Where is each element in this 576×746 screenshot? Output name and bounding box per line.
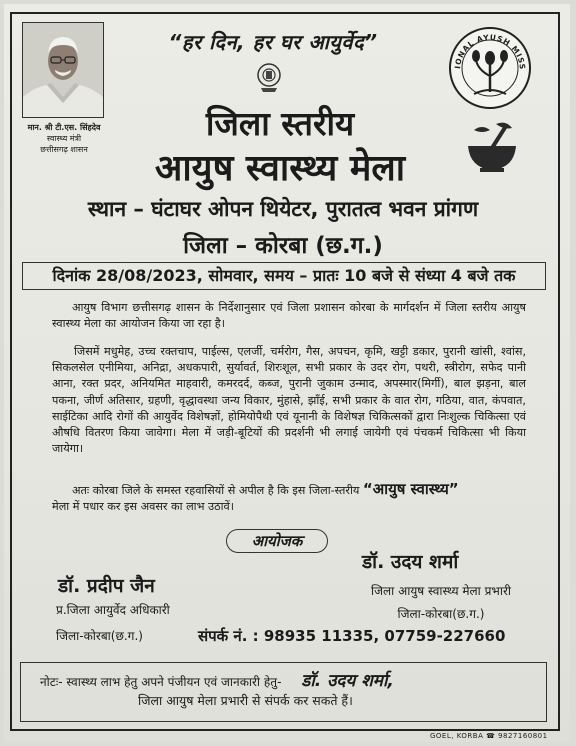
appeal-paragraph xyxy=(52,481,526,515)
minister-name: मान. श्री टी.एस. सिंहदेव xyxy=(27,123,101,132)
left-person-place: जिला-कोरबा(छ.ग.) xyxy=(56,629,143,643)
left-person-name: डॉ. प्रदीप जैन xyxy=(58,575,155,597)
contact-numbers: संपर्क नं. : 98935 11335, 07759-227660 xyxy=(198,627,506,645)
note-line-1 xyxy=(40,668,394,691)
note-line-2: जिला आयुष मेला प्रभारी से संपर्क कर सकते हैं। xyxy=(138,693,353,708)
right-person-details xyxy=(346,582,536,628)
note-text: नोटः- स्वास्थ्य लाभ हेतु अपने पंजीयन एवं जानकारी हेतु- xyxy=(40,675,282,689)
printer-credit: GOEL, KORBA ☎ 9827160801 xyxy=(430,732,548,740)
note-signature: डॉ. उदय शर्मा, xyxy=(301,671,394,691)
minister-photo xyxy=(22,22,104,118)
appeal-suffix: मेला में पधार कर इस अवसर का लाभ उठावें। xyxy=(52,500,234,514)
left-person-designation: प्र.जिला आयुर्वेद अधिकारी xyxy=(56,603,170,617)
appeal-highlight: “आयुष स्वास्थ्य” xyxy=(362,480,459,498)
logo-text: IONAL AYUSH MISS xyxy=(452,32,528,71)
mortar-pestle-icon xyxy=(462,118,522,174)
state-emblem-icon xyxy=(256,62,282,94)
title-line-1: जिला स्तरीय xyxy=(205,104,355,143)
national-ayush-mission-logo xyxy=(448,26,532,110)
minister-post: स्वास्थ्य मंत्री xyxy=(46,134,82,143)
right-person-place: जिला-कोरबा(छ.ग.) xyxy=(397,607,485,621)
minister-caption xyxy=(16,122,112,155)
title-line-2: आयुष स्वास्थ्य मेला xyxy=(154,148,406,189)
venue-line: स्थान – घंटाघर ओपन थियेटर, पुरातत्व भवन प्रांगण xyxy=(87,197,479,221)
slogan: “हर दिन, हर घर आयुर्वेद” xyxy=(168,30,378,54)
left-person-details xyxy=(56,601,170,653)
appeal-prefix: अतः कोरबा जिले के समस्त रहवासियों से अपील है कि इस जिला-स्तरीय xyxy=(72,484,360,497)
right-person-name: डॉ. उदय शर्मा xyxy=(362,551,459,573)
organizer-label: आयोजक xyxy=(226,529,328,553)
right-person-designation: जिला आयुष स्वास्थ्य मेला प्रभारी xyxy=(371,584,511,598)
intro-paragraph: आयुष विभाग छत्तीसगढ़ शासन के निर्देशानुसार एवं जिला प्रशासन कोरबा के मार्गदर्शन में जिला स्तरीय आयुष स्वास्थ्य मेला का आयोजन किया जा रहा है। xyxy=(52,301,526,331)
district-line: जिला – कोरबा (छ.ग.) xyxy=(183,233,383,259)
diseases-paragraph: जिसमें मधुमेह, उच्च रक्तचाप, पाईल्स, एलर्जी, चर्मरोग, गैस, अपचन, कृमि, खट्टी डकार, पुरानी खांसी, श्वांस, सिकलसेल एनीमिया, अनिद्रा, अधकपारी, सुर्यावर्त, शिरःशूल, सभी प्रकार के उदर रोग, पथरी, स्त्रीरोग, सफेद पानी आना, रक्त प्रदर, अनियमित माहवारी, कमरदर्द, कब्ज, पुरानी जुकाम उन्माद, अपस्मार(मिर्गी), बाल झड़ना, बाल पकना, जीर्ण अतिसार, ग्रहणी, वृद्धावस्था जन्य विकार, मुंहासे, झाँई, सभी प्रकार के वात रोग, गठिया, वात, कंपवात, साईटिका आदि रोगों की आयुर्वेद विशेषज्ञों, होमियोपैथी एवं यूनानी के विशेषज्ञ चिकित्सकों द्वारा निःशुल्क चिकित्सा एवं औषधि वितरण किया जावेगा। मेला में जड़ी-बूटियों की प्रदर्शनी भी लगाई जायेगी एवं पंचकर्म चिकित्सा भी किया जायेगा। xyxy=(52,345,526,456)
minister-govt: छत्तीसगढ़ शासन xyxy=(40,145,88,154)
date-time-box: दिनांक 28/08/2023, सोमवार, समय – प्रातः 10 बजे से संध्या 4 बजे तक xyxy=(22,262,546,290)
